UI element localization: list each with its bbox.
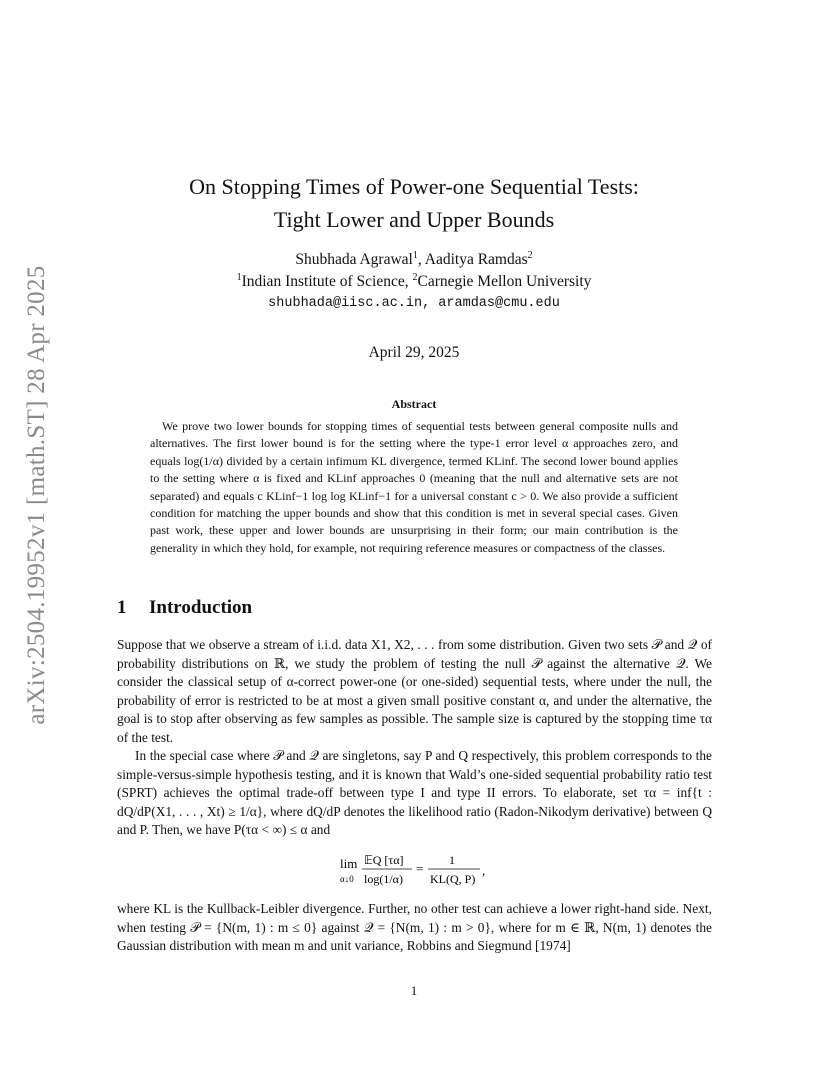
- author-1-mark: 1: [412, 250, 418, 261]
- affiliations: [0, 273, 828, 291]
- arxiv-stamp-text: arXiv:2504.19952v1 [math.ST] 28 Apr 2025: [23, 265, 50, 725]
- author-2: Aaditya Ramdas: [424, 251, 528, 268]
- paragraph-3: where KL is the Kullback-Leibler divergence. Further, no other test can achieve a lower right-hand side. Next, when testing 𝒫 = {N(m, 1) : m ≤ 0} against 𝒬 = {N(m, 1) : m > 0}, where for m ∈ ℝ, N(m, 1) denotes the Gaussian distribution with mean m and unit variance, Robbins and Siegmund [1974]: [117, 901, 712, 954]
- paper-title-line-2: Tight Lower and Upper Bounds: [273, 207, 555, 232]
- eq-equals: =: [416, 861, 424, 876]
- abstract-heading: Abstract: [391, 397, 437, 411]
- author-2-mark: 2: [527, 250, 533, 261]
- display-equation: [0, 848, 828, 892]
- paragraph-2: In the special case where 𝒫 and 𝒬 are singletons, say P and Q respectively, this problem corresponds to the simple-versus-simple hypothesis testing, and it is known that Wald’s one-sided sequential probability ratio test (SPRT) achieves the optimal trade-off between type I and type II errors. To elaborate, set τα = inf{t : dQ/dP(X1, . . . , Xt) ≥ 1/α}, where dQ/dP denotes the likelihood ratio (Radon-Nikodym derivative) between Q and P. Then, we have P(τα < ∞) ≤ α and: [117, 748, 712, 838]
- affiliation-2: Carnegie Mellon University: [417, 273, 592, 290]
- page-number: 1: [410, 983, 418, 998]
- eq-lim-sub: α↓0: [340, 874, 354, 884]
- affil-2-mark: 2: [412, 272, 418, 283]
- section-number: 1: [117, 597, 127, 618]
- abstract-text: We prove two lower bounds for stopping times of sequential tests between general composite nulls and alternatives. The first lower bound is for the setting where the type-1 error level α approaches zero, and equals log(1/α) divided by a certain infimum KL divergence, termed KLinf. The second lower bound applies to the setting where α is fixed and KLinf approaches 0 (meaning that the null and alternative sets are not separated) and equals c KLinf−1 log log KLinf−1 for a universal constant c > 0. We also provide a sufficient condition for matching the upper bounds and show that this condition is met in several special cases. Given past work, these upper and lower bounds are unsurprising in their form; our main contribution is the generality in which they hold, for example, not requiring reference measures or compactness of the classes.: [150, 419, 678, 555]
- eq-numerator: 𝔼Q [τα]: [364, 853, 404, 867]
- paper-title-line-1: On Stopping Times of Power-one Sequential Tests:: [189, 174, 639, 199]
- author-1: Shubhada Agrawal: [295, 251, 413, 268]
- paragraph-1: Suppose that we observe a stream of i.i.d. data X1, X2, . . . from some distribution. Given two sets 𝒫 and 𝒬 of probability distributions on ℝ, we study the problem of testing the null 𝒫 against the alternative 𝒬. We consider the classical setup of α-correct power-one (or one-sided) sequential tests, where under the null, the probability of error is restricted to be at most a given small positive constant α, and under the alternative, the goal is to stop after observing as few samples as possible. The sample size is captured by the stopping time τα of the test.: [117, 637, 712, 745]
- arxiv-stamp: [22, 245, 52, 745]
- eq-trailing-comma: ,: [482, 863, 486, 878]
- eq-rhs-numerator: 1: [449, 853, 455, 867]
- eq-denominator: log(1/α): [364, 872, 403, 886]
- author-emails: shubhada@iisc.ac.in, aramdas@cmu.edu: [268, 296, 560, 311]
- section-title: Introduction: [149, 597, 253, 618]
- equation-graphic: [330, 848, 510, 892]
- author-list: Shubhada Agrawal$^1$, Aaditya Ramdas$^2$: [295, 250, 533, 268]
- eq-rhs-denominator: KL(Q, P): [430, 872, 476, 886]
- affiliation-1: Indian Institute of Science,: [241, 273, 413, 290]
- affil-1-mark: 1: [236, 272, 242, 283]
- section-heading: [117, 597, 252, 619]
- eq-lim: lim: [340, 856, 358, 871]
- paper-date: April 29, 2025: [368, 344, 460, 361]
